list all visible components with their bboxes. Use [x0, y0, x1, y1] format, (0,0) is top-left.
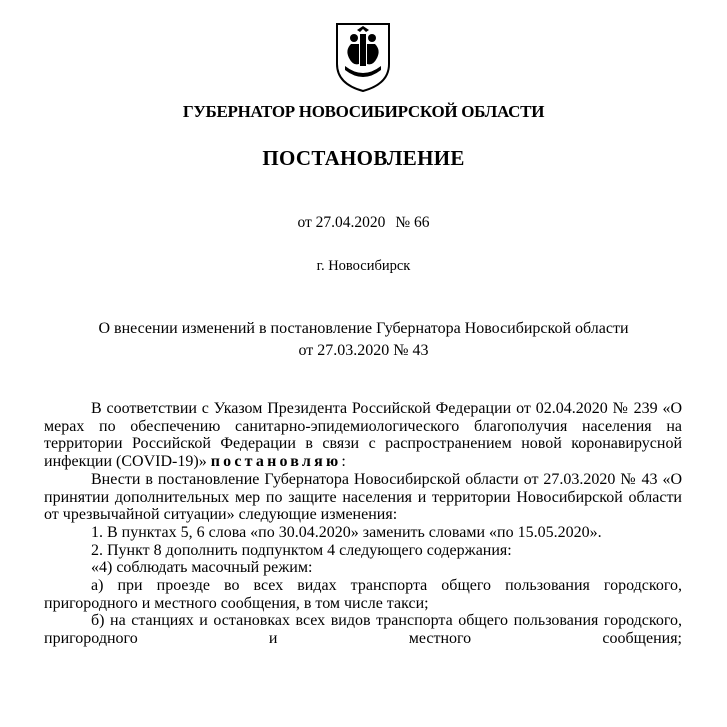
preamble-text: В соответствии с Указом Президента Российской Федерации от 02.04.2020 № 239 «О мерах по обеспечению санитарно-эпидемиологического благополучия населения на территории Российской Федерации в связи с распространением новой коронавирусной инфекции (COVID-19)»	[44, 400, 682, 471]
preamble-colon: :	[341, 453, 346, 471]
document-number: № 66	[395, 214, 430, 231]
document-date: от 27.04.2020	[297, 214, 386, 231]
document-place: г. Новосибирск	[316, 258, 411, 274]
document-type-title: ПОСТАНОВЛЕНИЕ	[262, 146, 465, 170]
paragraph-subitem-b: б) на станциях и остановках всех видов транспорта общего пользования городского, пригородного и местного сообщения;	[44, 612, 682, 648]
document-body	[44, 400, 682, 648]
document-date-number	[0, 214, 727, 232]
paragraph-subitem-4: «4) соблюдать масочный режим:	[91, 559, 313, 577]
subject-line-2: от 27.03.2020 № 43	[298, 342, 429, 359]
resolution-keyword: постановляю	[210, 453, 342, 471]
paragraph-amendment-intro: Внести в постановление Губернатора Новосибирской области от 27.03.2020 № 43 «О принятии дополнительных мер по защите населения и территории Новосибирской области от чрезвычайной ситуации» следующие изменения:	[44, 470, 682, 524]
paragraph-item-2: 2. Пункт 8 дополнить подпунктом 4 следующего содержания:	[91, 541, 512, 559]
paragraph-subitem-a: а) при проезде во всех видах транспорта общего пользования городского, пригородного и местного сообщения, в том числе такси;	[44, 577, 682, 612]
issuing-authority: ГУБЕРНАТОР НОВОСИБИРСКОЙ ОБЛАСТИ	[182, 102, 545, 121]
paragraph-item-1: 1. В пунктах 5, 6 слова «по 30.04.2020» заменить словами «по 15.05.2020».	[91, 523, 602, 541]
document-subject	[0, 318, 727, 362]
paragraph-preamble	[44, 400, 682, 471]
coat-of-arms-icon	[331, 20, 395, 94]
subject-line-1: О внесении изменений в постановление Губернатора Новосибирской области	[98, 320, 629, 337]
